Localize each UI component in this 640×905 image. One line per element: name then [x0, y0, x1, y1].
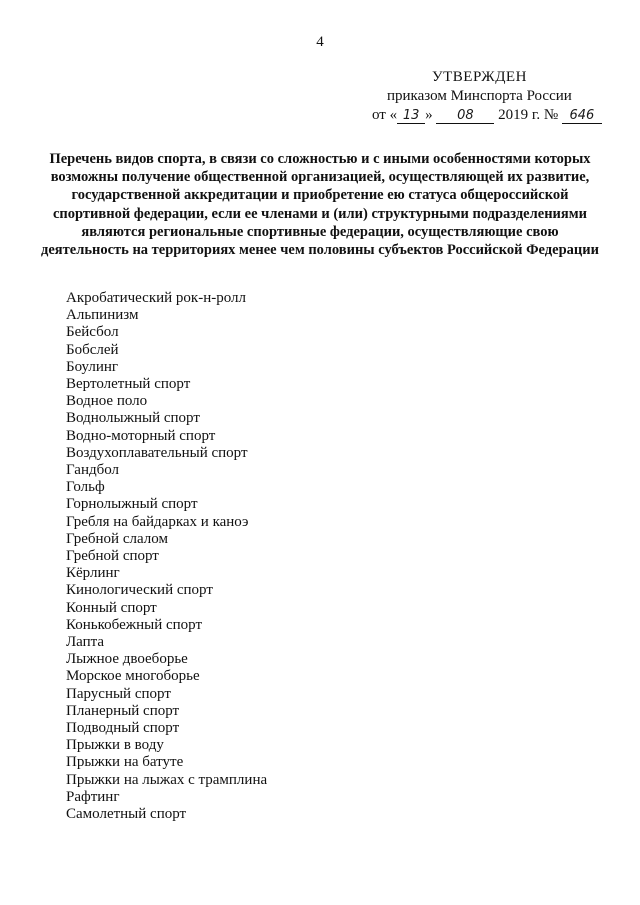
sport-list-item: Акробатический рок-н-ролл [66, 290, 247, 306]
sport-list-item: Воздухоплавательный спорт [66, 444, 248, 461]
sport-list-item: Водное поло [66, 393, 148, 410]
sport-list-item: Конькобежный спорт [66, 616, 203, 633]
sport-list-item: Парусный спорт [66, 685, 171, 702]
document-title: Перечень видов спорта, в связи со сложностью и с иными особенностями которых возможны получение общественной организацией, осуществляющей их развитие, государственной аккредитации и приобретение ею статуса общероссийской спортивной федерации, если ее членами и (или) структурными подразделениями являются региональные спортивные федерации, осуществляющие свою деятельность на территориях менее чем половины субъектов Российской Федерации [41, 151, 599, 259]
sport-list-item: Гольф [66, 479, 105, 496]
handwritten-month: 08 [436, 108, 494, 124]
date-year: 2019 г. № [498, 107, 559, 123]
sports-list [66, 290, 267, 823]
page-number: 4 [316, 34, 324, 50]
approval-dateline [372, 106, 602, 125]
sport-list-item: Кинологический спорт [66, 582, 213, 599]
approval-block [372, 68, 602, 125]
sport-list-item: Гандбол [66, 462, 120, 479]
date-close-quote: » [425, 107, 433, 123]
sport-list-item: Гребля на байдарках и каноэ [66, 513, 249, 530]
sport-list-item: Прыжки на лыжах с трамплина [66, 771, 268, 788]
sport-list-item: Бобслей [66, 341, 119, 358]
handwritten-order-number: 646 [562, 108, 602, 124]
date-prefix: от « [372, 107, 398, 123]
sport-list-item: Планерный спорт [66, 702, 180, 719]
sport-list-item: Водно-моторный спорт [66, 427, 216, 444]
sport-list-item: Лыжное двоеборье [66, 651, 188, 668]
approval-order: приказом Минспорта России [387, 88, 572, 104]
sport-list-item: Конный спорт [66, 599, 157, 616]
sport-list-item: Прыжки на батуте [66, 754, 184, 771]
sport-list-item: Альпинизм [66, 307, 139, 324]
sport-list-item: Рафтинг [66, 788, 120, 805]
sport-list-item: Кёрлинг [66, 565, 120, 582]
sport-list-item: Боулинг [66, 358, 119, 375]
sport-list-item: Воднолыжный спорт [66, 410, 200, 427]
handwritten-day: 13 [397, 108, 425, 124]
sport-list-item: Горнолыжный спорт [66, 496, 198, 513]
sport-list-item: Подводный спорт [66, 720, 180, 737]
sport-list-item: Бейсбол [66, 324, 119, 341]
sport-list-item: Гребной спорт [66, 548, 159, 565]
sport-list-item: Лапта [66, 634, 105, 651]
approval-stamp: УТВЕРЖДЕН [432, 69, 527, 85]
sport-list-item: Гребной слалом [66, 530, 168, 547]
sport-list-item: Прыжки в воду [66, 737, 164, 754]
sport-list-item: Вертолетный спорт [66, 376, 191, 393]
sport-list-item: Самолетный спорт [66, 806, 187, 823]
sport-list-item: Морское многоборье [66, 668, 200, 685]
